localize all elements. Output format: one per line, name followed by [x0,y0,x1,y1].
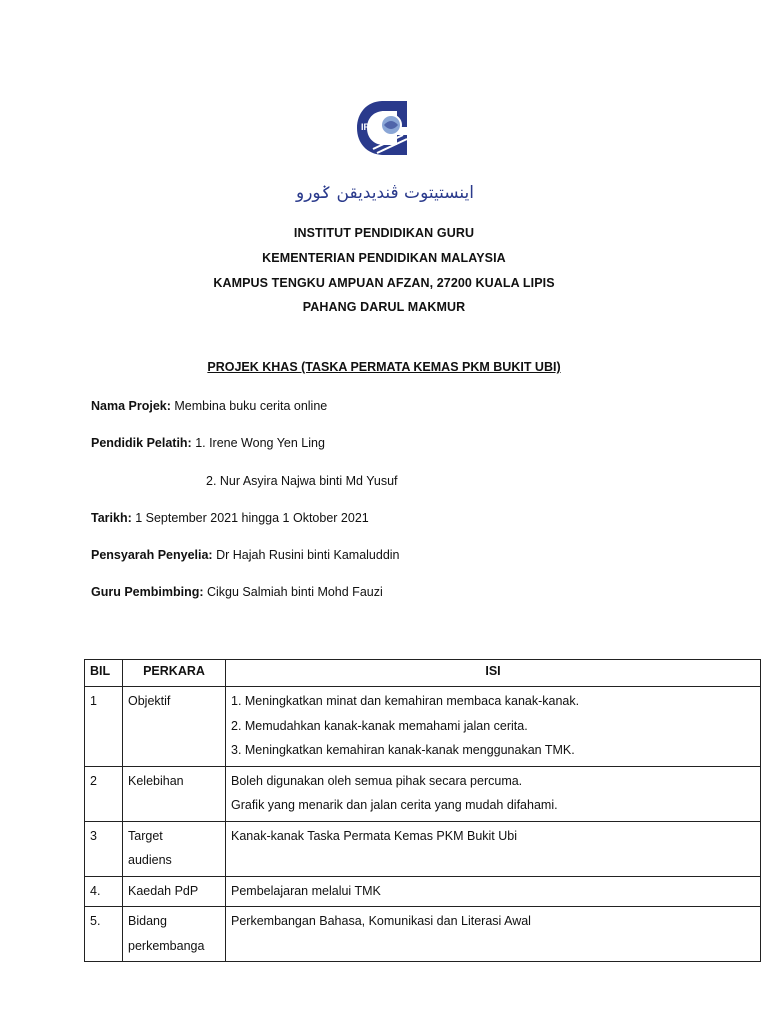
cell-perkara [123,821,226,876]
field-nama-projek [91,399,327,413]
cell-line: Boleh digunakan oleh semua pihak secara percuma. [231,773,523,788]
cell-isi [226,821,761,876]
ministry-name: KEMENTERIAN PENDIDIKAN MALAYSIA [262,251,506,265]
project-details-table [84,659,761,962]
campus-address: KAMPUS TENGKU AMPUAN AFZAN, 27200 KUALA LIPIS [213,276,555,290]
field-pendidik-pelatih-2 [206,474,398,488]
field-label: Guru Pembimbing: [91,585,204,599]
cell-isi [226,766,761,821]
table-header-row [85,660,761,687]
document-title: PROJEK KHAS (TASKA PERMATA KEMAS PKM BUKIT UBI) [207,360,561,374]
cell-perkara [123,766,226,821]
cell-perkara [123,876,226,907]
cell-perkara [123,687,226,767]
cell-perkara [123,907,226,962]
cell-line: 1. Meningkatkan minat dan kemahiran membaca kanak-kanak. [231,694,580,708]
field-tarikh [91,511,369,525]
logo-text: IPG [361,122,377,132]
field-pensyarah-penyelia [91,548,400,562]
cell-line: audiens [128,853,172,867]
cell-line: Kelebihan [128,773,184,788]
cell-line: perkembanga [128,938,205,953]
field-value: 2. Nur Asyira Najwa binti Md Yusuf [206,474,398,488]
header-perkara: PERKARA [123,660,226,687]
cell-line: Objektif [128,694,171,708]
field-value: 1 September 2021 hingga 1 Oktober 2021 [131,511,369,525]
cell-line: Pembelajaran melalui TMK [231,883,381,898]
field-pendidik-pelatih [91,436,325,450]
cell-bil: 2 [85,766,123,821]
state-name: PAHANG DARUL MAKMUR [302,300,466,314]
cell-bil: 3 [85,821,123,876]
field-label: Pensyarah Penyelia: [91,548,213,562]
jawi-text: اينستيتوت ڤنديديقن ݢورو [295,183,475,203]
institution-name: INSTITUT PENDIDIKAN GURU [293,226,475,240]
table-row [85,687,761,767]
jawi-wordmark [278,174,492,208]
cell-line: Grafik yang menarik dan jalan cerita yang mudah difahami. [231,798,558,812]
cell-line: Perkembangan Bahasa, Komunikasi dan Literasi Awal [231,914,531,928]
table-row [85,907,761,962]
field-value: Cikgu Salmiah binti Mohd Fauzi [203,585,383,599]
cell-isi [226,876,761,907]
field-value: Membina buku cerita online [170,399,328,413]
header-isi: ISI [226,660,761,687]
field-label: Nama Projek: [91,399,171,413]
cell-line: 2. Memudahkan kanak-kanak memahami jalan cerita. [231,718,528,733]
cell-isi [226,687,761,767]
cell-isi [226,907,761,962]
table-row [85,766,761,821]
cell-line: Target [128,828,163,843]
cell-bil: 4. [85,876,123,907]
ipg-logo-icon [353,95,419,161]
cell-line: 3. Meningkatkan kemahiran kanak-kanak menggunakan TMK. [231,743,575,757]
table-row [85,876,761,907]
cell-bil: 1 [85,687,123,767]
field-guru-pembimbing [91,585,383,599]
header-bil: BIL [85,660,123,687]
cell-bil: 5. [85,907,123,962]
field-value: Dr Hajah Rusini binti Kamaluddin [212,548,400,562]
cell-line: Kaedah PdP [128,883,199,898]
field-value: 1. Irene Wong Yen Ling [191,436,325,450]
cell-line: Kanak-kanak Taska Permata Kemas PKM Bukit Ubi [231,828,518,843]
field-label: Tarikh: [91,511,132,525]
cell-line: Bidang [128,914,167,928]
table-row [85,821,761,876]
field-label: Pendidik Pelatih: [91,436,192,450]
